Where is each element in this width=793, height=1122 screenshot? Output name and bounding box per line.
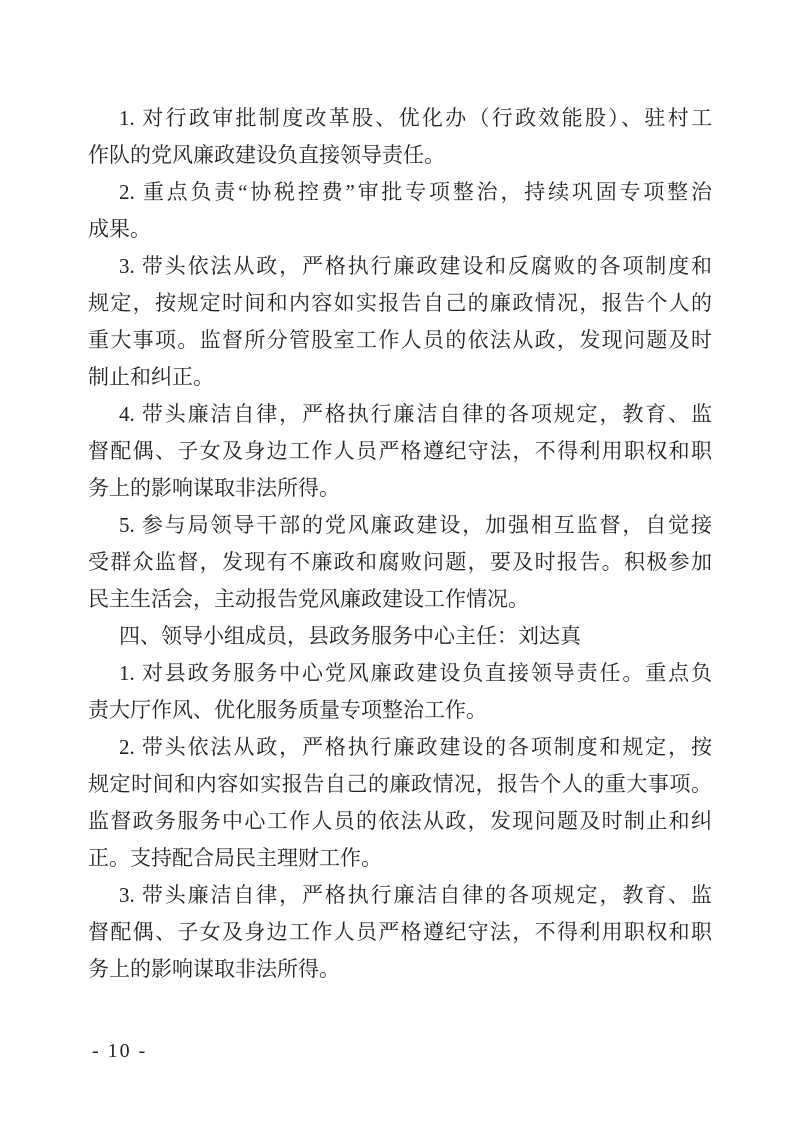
paragraph	[88, 396, 712, 507]
page-number: - 10 -	[92, 1040, 148, 1062]
text-line: 作队的党风廉政建设负直接领导责任。	[88, 143, 445, 167]
text-line: 四、领导小组成员，县政务服务中心主任：刘达真	[119, 624, 581, 648]
paragraph	[88, 100, 712, 174]
text-line: 重大事项。监督所分管股室工作人员的依法从政，发现问题及时	[88, 328, 712, 352]
text-line: 民主生活会，主动报告党风廉政建设工作情况。	[88, 587, 529, 611]
text-line: 1. 对行政审批制度改革股、优化办（行政效能股）、驻村工	[119, 106, 712, 130]
paragraph	[88, 174, 712, 248]
section-heading	[88, 618, 712, 655]
paragraph	[88, 877, 712, 988]
text-line: 督配偶、子女及身边工作人员严格遵纪守法，不得利用职权和职	[88, 439, 712, 463]
text-line: 监督政务服务中心工作人员的依法从政，发现问题及时制止和纠	[88, 809, 712, 833]
text-line: 规定，按规定时间和内容如实报告自己的廉政情况，报告个人的	[88, 291, 712, 315]
paragraph	[88, 507, 712, 618]
paragraph	[88, 248, 712, 396]
text-line: 责大厅作风、优化服务质量专项整治工作。	[88, 698, 487, 722]
text-line: 规定时间和内容如实报告自己的廉政情况，报告个人的重大事项。	[88, 772, 712, 796]
text-line: 务上的影响谋取非法所得。	[88, 476, 340, 500]
text-line: 成果。	[88, 217, 151, 241]
text-line: 督配偶、子女及身边工作人员严格遵纪守法，不得利用职权和职	[88, 920, 712, 944]
document-body	[88, 100, 712, 988]
text-line: 4. 带头廉洁自律，严格执行廉洁自律的各项规定，教育、监	[119, 402, 712, 426]
text-line: 受群众监督，发现有不廉政和腐败问题，要及时报告。积极参加	[88, 550, 712, 574]
text-line: 正。支持配合局民主理财工作。	[88, 846, 382, 870]
text-line: 3. 带头依法从政，严格执行廉政建设和反腐败的各项制度和	[119, 254, 712, 278]
paragraph	[88, 655, 712, 729]
text-line: 1. 对县政务服务中心党风廉政建设负直接领导责任。重点负	[119, 661, 712, 685]
text-line: 2. 重点负责“协税控费”审批专项整治，持续巩固专项整治	[119, 180, 712, 204]
text-line: 5. 参与局领导干部的党风廉政建设，加强相互监督，自觉接	[119, 513, 712, 537]
text-line: 3. 带头廉洁自律，严格执行廉洁自律的各项规定，教育、监	[119, 883, 712, 907]
text-line: 2. 带头依法从政，严格执行廉政建设的各项制度和规定，按	[119, 735, 712, 759]
paragraph	[88, 729, 712, 877]
text-line: 务上的影响谋取非法所得。	[88, 957, 340, 981]
text-line: 制止和纠正。	[88, 365, 214, 389]
